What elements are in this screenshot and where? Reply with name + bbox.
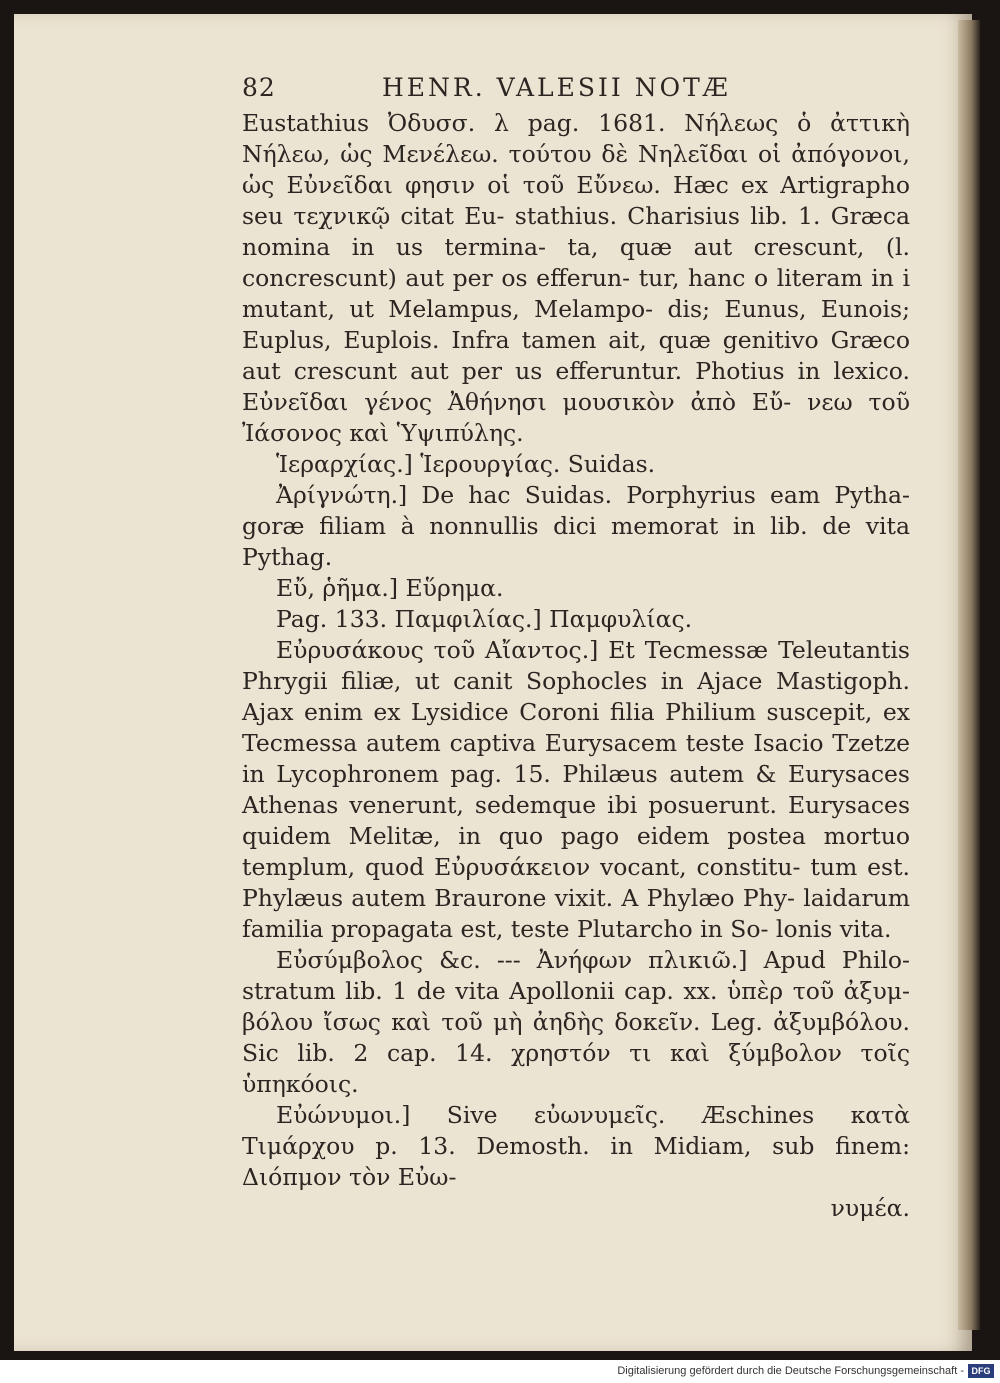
text-line: goræ filiam à nonnullis dici memorat in lib. de vita <box>242 512 910 540</box>
text-line: Photius in lexico. Εὐνεῖδαι γένος Ἀθήνησι μουσικὸν ἀπὸ Εὔ- <box>242 357 910 416</box>
text-line: οἱ τοῦ Εὔνεω. Hæc ex Artigrapho seu τεχνικῷ citat Eu- <box>242 171 910 230</box>
text-line: Ἱεραρχίας.] Ἱερουργίας. Suidas. <box>276 450 656 478</box>
note-euonymoi <box>242 1100 910 1193</box>
text-line: stathius. Charisius lib. 1. Græca nomina in us termina- <box>242 202 910 261</box>
text-line: ta, quæ aut crescunt, (l. concrescunt) aut per os efferun- <box>242 233 910 292</box>
text-line: Εὔ, ῥῆμα.] Εὕρημα. <box>276 574 504 602</box>
text-line: quæ genitivo Græco aut crescunt aut per us efferuntur. <box>242 326 910 385</box>
digitization-footer <box>0 1360 1000 1383</box>
text-line: Εὐρυσάκους τοῦ Αἴαντος.] Et Tecmessæ Teleutantis <box>276 636 910 664</box>
note-pamphylias <box>242 604 910 635</box>
note-eurysakous <box>242 635 910 945</box>
note-hierarchias <box>242 449 910 480</box>
note-arignote <box>242 480 910 573</box>
note-eusymbolos <box>242 945 910 1100</box>
text-line: laidarum familia propagata est, teste Plutarcho in So- <box>242 884 910 943</box>
text-line: νεω τοῦ Ἰάσονος καὶ Ὑψιπύλης. <box>242 388 910 447</box>
text-line: Pythag. <box>242 543 333 571</box>
text-line: Eurysaces Athenas venerunt, sedemque ibi posuerunt. <box>242 760 910 819</box>
text-line: ex Tecmessa autem captiva Eurysacem teste Isacio <box>242 698 910 757</box>
text-line: mortuo templum, quod Εὐρυσάκειον vocant, constitu- <box>242 822 910 881</box>
text-line: Εὐσύμβολος &c. --- Ἀνήφων πλικιῶ.] Apud Philo- <box>276 946 910 974</box>
text-line: dis; Eunus, Eunois; Euplus, Euplois. Infra tamen ait, <box>242 295 910 354</box>
text-line: βόλου ἴσως καὶ τοῦ μὴ ἀηδὴς δοκεῖν. Leg. ἀξυμβόλου. Sic lib. 2 <box>242 1008 910 1067</box>
page-text <box>242 72 910 1224</box>
text-line: ὡς Μενέλεω. τούτου δὲ Νηλεῖδαι οἱ ἀπόγονοι, ὡς Εὐνεῖδαι φησιν <box>242 140 910 199</box>
text-line: lonis vita. <box>775 915 892 943</box>
page-edge <box>958 20 980 1330</box>
running-title: HENR. VALESII NOTÆ <box>382 73 731 102</box>
page-number: 82 <box>242 73 276 102</box>
text-line: Eurysaces quidem Melitæ, in quo pago eidem postea <box>242 791 910 850</box>
funding-note: Digitalisierung gefördert durch die Deutsche Forschungsgemeinschaft - <box>617 1365 964 1377</box>
text-line: Phrygii filiæ, ut canit Sophocles in Ajace Mastigoph. <box>242 667 910 695</box>
text-line: p. 13. Demosth. in Midiam, sub finem: Διόπμον τὸν Εὐω- <box>242 1132 910 1191</box>
text-line: tur, hanc o literam in i mutant, ut Melampus, Melampo- <box>242 264 910 323</box>
text-line: stratum lib. 1 de vita Apollonii cap. xx. ὑπὲρ τοῦ ἀξυμ- <box>242 977 910 1005</box>
text-line: Tzetze in Lycophronem pag. 15. Philæus autem & <box>242 729 910 788</box>
text-line: tum est. Phylæus autem Braurone vixit. A Phylæo Phy- <box>242 853 910 912</box>
note-heurema <box>242 573 910 604</box>
text-line: cap. 14. χρηστόν τι καὶ ξύμβολον τοῖς ὑπηκόοις. <box>242 1039 910 1098</box>
note-eustathius <box>242 108 910 449</box>
dfg-logo-icon: DFG <box>968 1364 994 1378</box>
text-line: Eustathius Ὀδυσσ. λ pag. 1681. Νήλεως ὁ ἀττικὴ Νήλεω, <box>242 109 910 168</box>
running-head <box>242 72 910 108</box>
text-line: Pag. 133. Παμφιλίας.] Παμφυλίας. <box>276 605 693 633</box>
text-line: Ajax enim ex Lysidice Coroni filia Philium suscepit, <box>242 698 873 726</box>
catchword: νυμέα. <box>830 1194 910 1222</box>
text-line: Ἀρίγνώτη.] De hac Suidas. Porphyrius eam Pytha- <box>276 481 910 509</box>
text-line: Εὐώνυμοι.] Sive εὐωνυμεῖς. Æschines κατὰ Τιμάρχου <box>242 1101 910 1160</box>
